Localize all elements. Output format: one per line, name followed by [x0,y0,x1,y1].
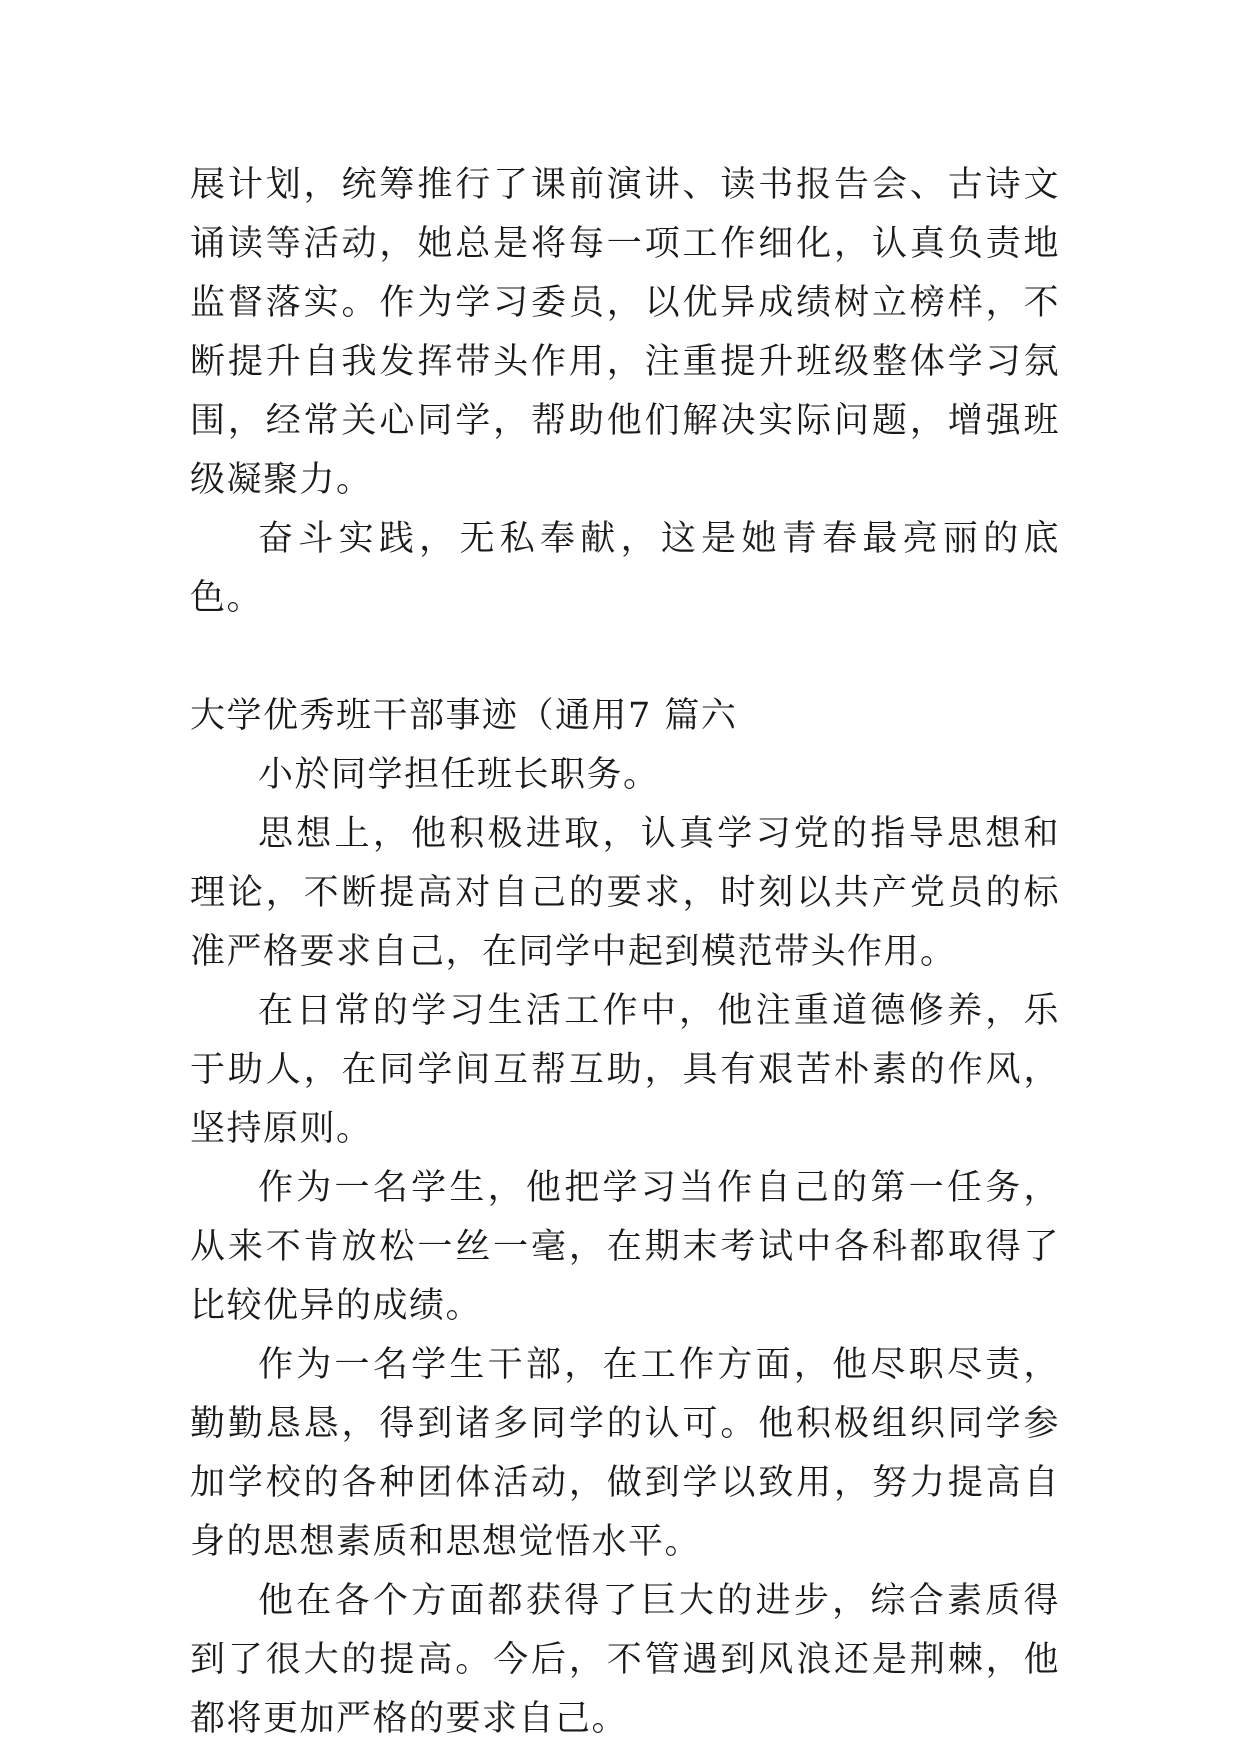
paragraph-8: 他在各个方面都获得了巨大的进步，综合素质得到了很大的提高。今后，不管遇到风浪还是荆棘，他都将更加严格的要求自己。 [190,1581,1060,1739]
paragraph-3: 小於同学担任班长职务。 [258,755,660,795]
paragraph-1: 展计划，统筹推行了课前演讲、读书报告会、古诗文诵读等活动，她总是将每一项工作细化，认真负责地监督落实。作为学习委员，以优异成绩树立榜样，不断提升自我发挥带头作用，注重提升班级整体学习氛围，经常关心同学，帮助他们解决实际问题，增强班级凝聚力。 [190,165,1060,500]
paragraph-5: 在日常的学习生活工作中，他注重道德修养，乐于助人，在同学间互帮互助，具有艰苦朴素的作风，坚持原则。 [190,991,1060,1149]
paragraph-6: 作为一名学生，他把学习当作自己的第一任务，从来不肯放松一丝一毫，在期末考试中各科都取得了比较优异的成绩。 [190,1168,1060,1326]
section-heading: 大学优秀班干部事迹（通用7 篇六 [190,696,738,736]
paragraph-7: 作为一名学生干部，在工作方面，他尽职尽责，勤勤恳恳，得到诸多同学的认可。他积极组织同学参加学校的各种团体活动，做到学以致用，努力提高自身的思想素质和思想觉悟水平。 [190,1345,1060,1562]
document-body [190,156,1060,1749]
paragraph-2: 奋斗实践，无私奉献，这是她青春最亮丽的底色。 [190,519,1060,618]
paragraph-4: 思想上，他积极进取，认真学习党的指导思想和理论，不断提高对自己的要求，时刻以共产党员的标准严格要求自己，在同学中起到模范带头作用。 [190,814,1060,972]
